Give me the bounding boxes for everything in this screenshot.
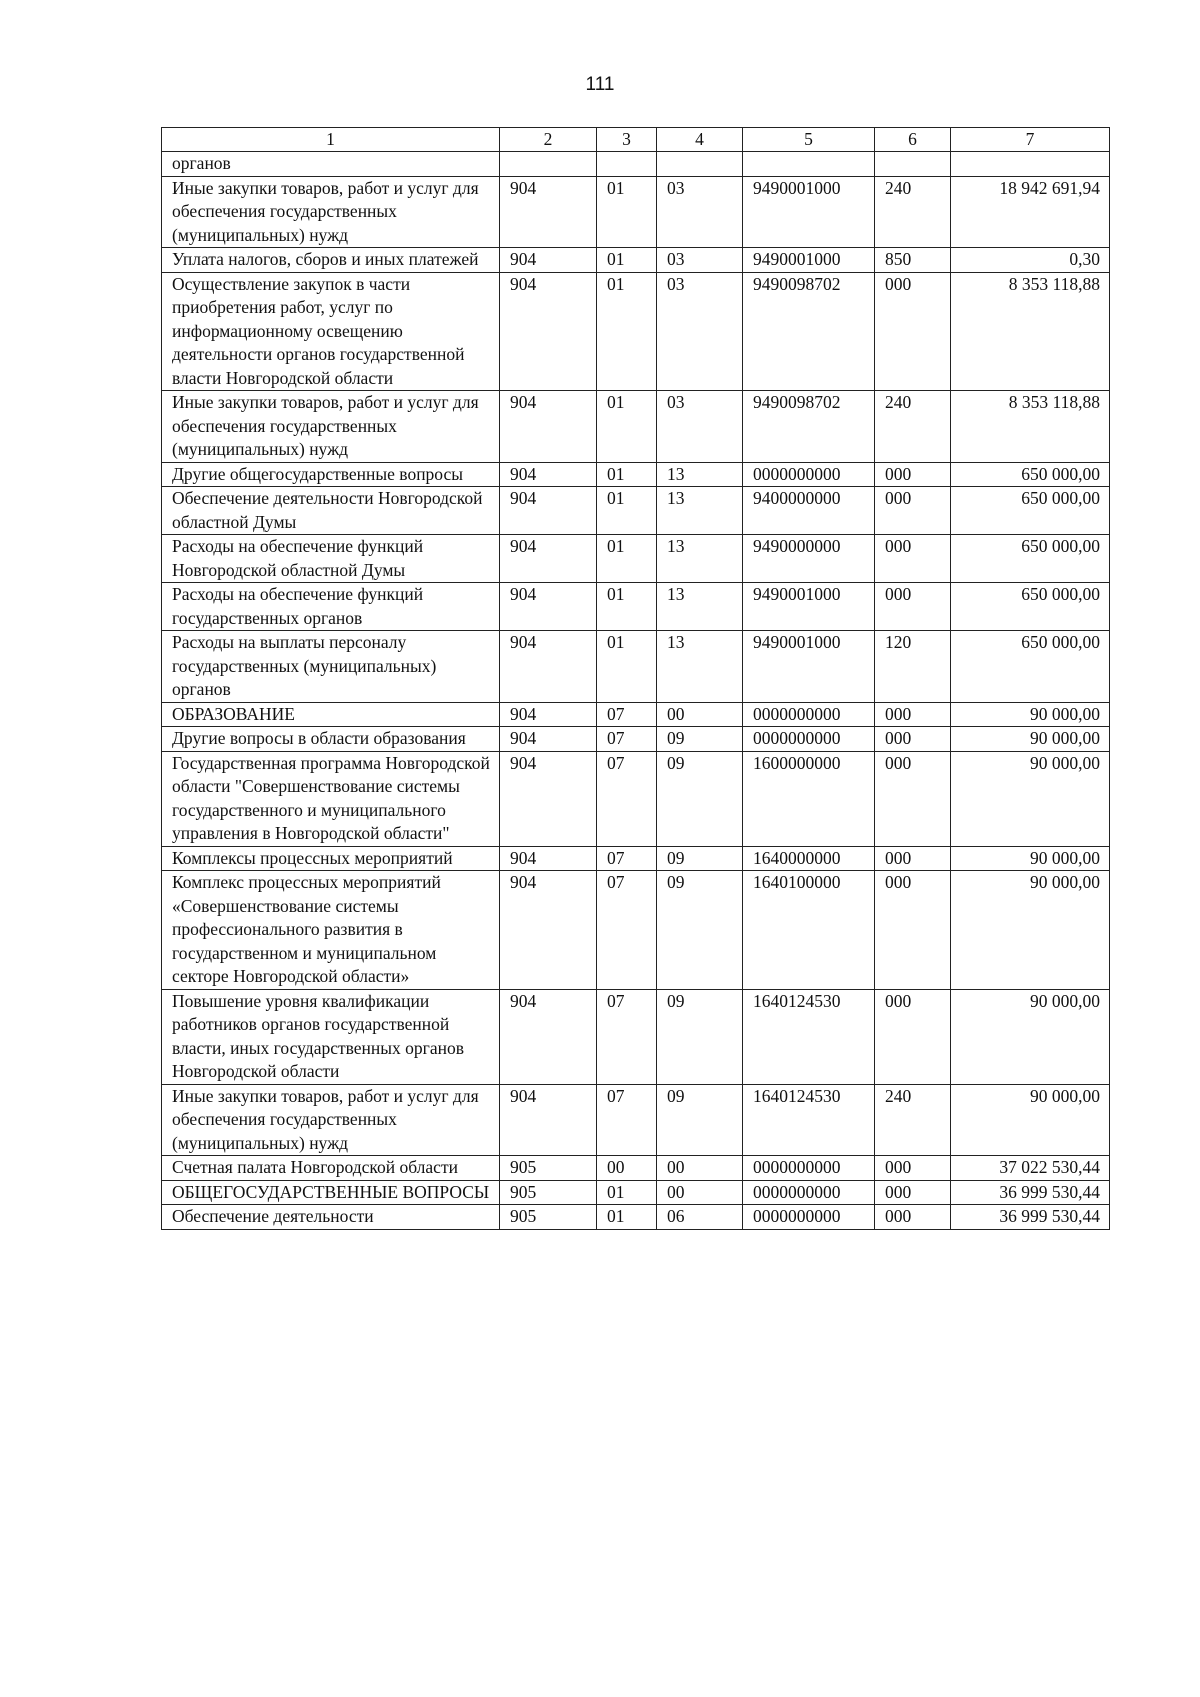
table-row <box>162 391 1110 463</box>
column-header-6: 6 <box>875 128 951 152</box>
table-body <box>162 152 1110 1230</box>
cell-col-6: 240 <box>875 391 951 463</box>
cell-col-2: 904 <box>500 989 597 1084</box>
cell-col-2: 904 <box>500 391 597 463</box>
cell-col-6: 000 <box>875 702 951 727</box>
cell-col-6: 000 <box>875 751 951 846</box>
cell-col-3: 07 <box>597 702 657 727</box>
cell-name: Иные закупки товаров, работ и услуг для обеспечения государственных (муниципальных) нужд <box>162 391 500 463</box>
cell-name: Комплексы процессных мероприятий <box>162 846 500 871</box>
cell-amount: 650 000,00 <box>951 462 1110 487</box>
cell-col-2: 904 <box>500 871 597 990</box>
cell-col-4: 03 <box>657 272 743 391</box>
cell-name: Обеспечение деятельности <box>162 1205 500 1230</box>
cell-col-4: 09 <box>657 871 743 990</box>
cell-col-3: 01 <box>597 272 657 391</box>
cell-amount: 650 000,00 <box>951 535 1110 583</box>
cell-col-3: 01 <box>597 535 657 583</box>
table-row <box>162 1205 1110 1230</box>
table-row <box>162 846 1110 871</box>
cell-col-2: 904 <box>500 487 597 535</box>
cell-col-6: 000 <box>875 272 951 391</box>
cell-col-5: 9490001000 <box>743 631 875 703</box>
cell-col-5 <box>743 152 875 177</box>
cell-col-4: 09 <box>657 846 743 871</box>
cell-col-2: 904 <box>500 272 597 391</box>
cell-col-2: 905 <box>500 1156 597 1181</box>
table-row <box>162 487 1110 535</box>
table-row <box>162 462 1110 487</box>
cell-col-4: 13 <box>657 583 743 631</box>
cell-col-6: 000 <box>875 535 951 583</box>
cell-col-3: 01 <box>597 176 657 248</box>
cell-col-6: 000 <box>875 871 951 990</box>
cell-col-6: 000 <box>875 1180 951 1205</box>
cell-col-2: 905 <box>500 1180 597 1205</box>
cell-amount: 90 000,00 <box>951 751 1110 846</box>
cell-col-6 <box>875 152 951 177</box>
cell-amount: 650 000,00 <box>951 487 1110 535</box>
cell-col-5: 0000000000 <box>743 727 875 752</box>
table-row <box>162 727 1110 752</box>
cell-col-6: 000 <box>875 727 951 752</box>
cell-name: Счетная палата Новгородской области <box>162 1156 500 1181</box>
table-row <box>162 152 1110 177</box>
cell-col-4: 06 <box>657 1205 743 1230</box>
cell-amount: 90 000,00 <box>951 846 1110 871</box>
cell-col-3: 07 <box>597 751 657 846</box>
cell-amount: 8 353 118,88 <box>951 272 1110 391</box>
cell-col-2: 904 <box>500 462 597 487</box>
cell-col-3: 01 <box>597 248 657 273</box>
table-row <box>162 1084 1110 1156</box>
cell-col-5: 1640124530 <box>743 1084 875 1156</box>
cell-amount: 650 000,00 <box>951 631 1110 703</box>
cell-col-5: 9490000000 <box>743 535 875 583</box>
cell-amount: 90 000,00 <box>951 1084 1110 1156</box>
cell-amount: 8 353 118,88 <box>951 391 1110 463</box>
cell-amount <box>951 152 1110 177</box>
table-row <box>162 248 1110 273</box>
cell-col-6: 240 <box>875 1084 951 1156</box>
cell-col-4: 09 <box>657 751 743 846</box>
cell-col-3: 01 <box>597 631 657 703</box>
cell-name: ОБРАЗОВАНИЕ <box>162 702 500 727</box>
cell-col-4: 03 <box>657 248 743 273</box>
column-header-1: 1 <box>162 128 500 152</box>
cell-col-2: 904 <box>500 1084 597 1156</box>
cell-col-5: 1600000000 <box>743 751 875 846</box>
cell-amount: 90 000,00 <box>951 871 1110 990</box>
cell-col-6: 000 <box>875 1156 951 1181</box>
table-row <box>162 751 1110 846</box>
cell-col-3: 07 <box>597 727 657 752</box>
cell-col-5: 0000000000 <box>743 1156 875 1181</box>
cell-amount: 0,30 <box>951 248 1110 273</box>
cell-col-4: 13 <box>657 487 743 535</box>
cell-col-5: 1640000000 <box>743 846 875 871</box>
table-row <box>162 871 1110 990</box>
cell-col-5: 1640100000 <box>743 871 875 990</box>
cell-name: органов <box>162 152 500 177</box>
cell-name: Повышение уровня квалификации работников органов государственной власти, иных государственных органов Новгородской области <box>162 989 500 1084</box>
column-header-4: 4 <box>657 128 743 152</box>
cell-col-5: 9490001000 <box>743 583 875 631</box>
cell-col-6: 240 <box>875 176 951 248</box>
cell-col-3: 07 <box>597 846 657 871</box>
cell-col-3: 01 <box>597 487 657 535</box>
cell-col-4 <box>657 152 743 177</box>
cell-col-4: 13 <box>657 462 743 487</box>
cell-col-3: 01 <box>597 1180 657 1205</box>
cell-col-4: 13 <box>657 535 743 583</box>
cell-name: Другие вопросы в области образования <box>162 727 500 752</box>
table-row <box>162 631 1110 703</box>
cell-col-5: 9490001000 <box>743 176 875 248</box>
cell-name: Расходы на обеспечение функций Новгородской областной Думы <box>162 535 500 583</box>
cell-name: ОБЩЕГОСУДАРСТВЕННЫЕ ВОПРОСЫ <box>162 1180 500 1205</box>
cell-col-6: 000 <box>875 989 951 1084</box>
cell-name: Другие общегосударственные вопросы <box>162 462 500 487</box>
column-header-2: 2 <box>500 128 597 152</box>
cell-col-6: 120 <box>875 631 951 703</box>
cell-col-5: 0000000000 <box>743 1180 875 1205</box>
cell-name: Государственная программа Новгородской области "Совершенствование системы государственного и муниципального управления в Новгородской области" <box>162 751 500 846</box>
cell-name: Осуществление закупок в части приобретения работ, услуг по информационному освещению деятельности органов государственной власти Новгородской области <box>162 272 500 391</box>
cell-col-5: 0000000000 <box>743 702 875 727</box>
table-row <box>162 1180 1110 1205</box>
cell-col-3: 07 <box>597 1084 657 1156</box>
cell-col-2: 904 <box>500 535 597 583</box>
cell-col-4: 09 <box>657 989 743 1084</box>
cell-name: Уплата налогов, сборов и иных платежей <box>162 248 500 273</box>
table-row <box>162 535 1110 583</box>
cell-col-5: 0000000000 <box>743 462 875 487</box>
cell-col-4: 03 <box>657 176 743 248</box>
cell-name: Расходы на выплаты персоналу государственных (муниципальных) органов <box>162 631 500 703</box>
table-row <box>162 702 1110 727</box>
cell-col-2: 904 <box>500 846 597 871</box>
cell-col-6: 000 <box>875 1205 951 1230</box>
cell-col-2 <box>500 152 597 177</box>
cell-col-4: 00 <box>657 702 743 727</box>
cell-amount: 90 000,00 <box>951 727 1110 752</box>
table-row <box>162 989 1110 1084</box>
cell-col-3: 01 <box>597 583 657 631</box>
column-header-5: 5 <box>743 128 875 152</box>
cell-col-2: 904 <box>500 248 597 273</box>
table-row <box>162 1156 1110 1181</box>
cell-col-5: 9490001000 <box>743 248 875 273</box>
cell-col-5: 9490098702 <box>743 391 875 463</box>
cell-name: Обеспечение деятельности Новгородской областной Думы <box>162 487 500 535</box>
table-header-row <box>162 128 1110 152</box>
cell-col-5: 1640124530 <box>743 989 875 1084</box>
cell-amount: 36 999 530,44 <box>951 1180 1110 1205</box>
cell-amount: 18 942 691,94 <box>951 176 1110 248</box>
budget-table <box>161 127 1110 1230</box>
cell-col-3: 07 <box>597 871 657 990</box>
cell-amount: 36 999 530,44 <box>951 1205 1110 1230</box>
cell-col-4: 09 <box>657 1084 743 1156</box>
cell-col-3: 07 <box>597 989 657 1084</box>
cell-amount: 37 022 530,44 <box>951 1156 1110 1181</box>
table-row <box>162 176 1110 248</box>
cell-col-2: 905 <box>500 1205 597 1230</box>
cell-col-3: 01 <box>597 1205 657 1230</box>
cell-col-4: 00 <box>657 1180 743 1205</box>
cell-col-4: 09 <box>657 727 743 752</box>
cell-name: Расходы на обеспечение функций государственных органов <box>162 583 500 631</box>
cell-col-2: 904 <box>500 583 597 631</box>
cell-amount: 90 000,00 <box>951 702 1110 727</box>
cell-col-5: 9400000000 <box>743 487 875 535</box>
column-header-7: 7 <box>951 128 1110 152</box>
cell-col-2: 904 <box>500 631 597 703</box>
cell-col-2: 904 <box>500 702 597 727</box>
cell-col-3: 01 <box>597 391 657 463</box>
table-row <box>162 583 1110 631</box>
cell-col-3 <box>597 152 657 177</box>
cell-amount: 90 000,00 <box>951 989 1110 1084</box>
cell-name: Иные закупки товаров, работ и услуг для обеспечения государственных (муниципальных) нужд <box>162 176 500 248</box>
cell-col-3: 00 <box>597 1156 657 1181</box>
table-row <box>162 272 1110 391</box>
cell-col-4: 03 <box>657 391 743 463</box>
page-number: 111 <box>585 74 615 95</box>
cell-col-2: 904 <box>500 751 597 846</box>
column-header-3: 3 <box>597 128 657 152</box>
cell-col-6: 000 <box>875 583 951 631</box>
cell-col-4: 00 <box>657 1156 743 1181</box>
cell-col-3: 01 <box>597 462 657 487</box>
cell-col-5: 9490098702 <box>743 272 875 391</box>
cell-col-2: 904 <box>500 727 597 752</box>
cell-col-2: 904 <box>500 176 597 248</box>
cell-name: Комплекс процессных мероприятий «Совершенствование системы профессионального развития в государственном и муниципальном секторе Новгородской области» <box>162 871 500 990</box>
cell-col-6: 000 <box>875 462 951 487</box>
cell-col-6: 000 <box>875 846 951 871</box>
cell-col-6: 000 <box>875 487 951 535</box>
cell-col-4: 13 <box>657 631 743 703</box>
cell-col-5: 0000000000 <box>743 1205 875 1230</box>
cell-name: Иные закупки товаров, работ и услуг для обеспечения государственных (муниципальных) нужд <box>162 1084 500 1156</box>
cell-amount: 650 000,00 <box>951 583 1110 631</box>
cell-col-6: 850 <box>875 248 951 273</box>
